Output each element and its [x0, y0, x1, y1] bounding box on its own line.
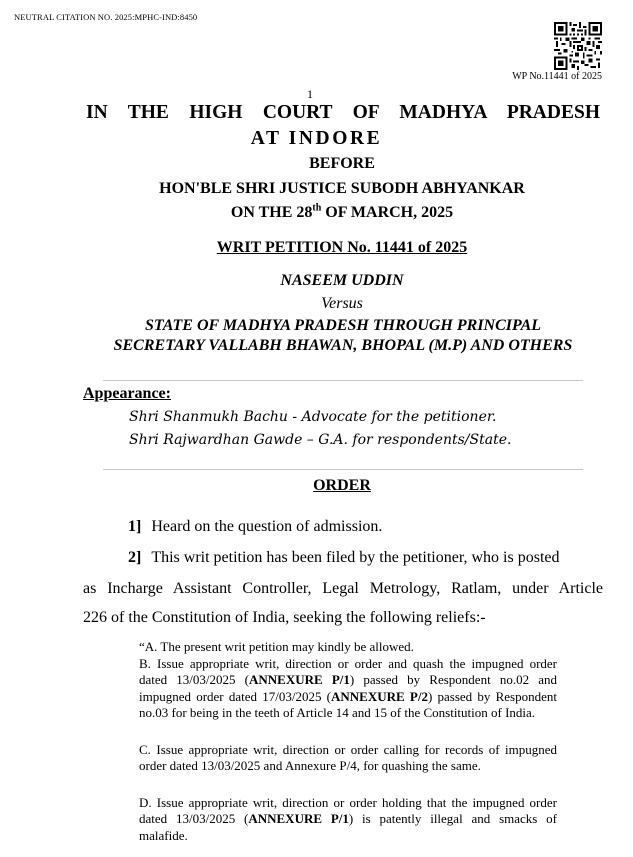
counsel-respondent: Shri Rajwardhan Gawde – G.A. for respondents/State.	[129, 432, 512, 448]
respondent-line2: SECRETARY VALLABH BHAWAN, BHOPAL (M.P) AND OTHERS	[113, 337, 573, 354]
relief-text: B. Issue appropriate writ, direction or order and quash the impugned order dated 13/03/2025 (	[139, 656, 557, 688]
appearance-heading: Appearance:	[83, 385, 171, 402]
para-number: 2]	[128, 549, 142, 566]
order-date	[0, 204, 633, 222]
qr-code-icon	[554, 22, 602, 70]
relief-text: ) is patently illegal and smacks of malafide.	[139, 811, 557, 843]
para-text: This writ petition has been filed by the petitioner, who is posted	[151, 549, 560, 566]
respondent-line1: STATE OF MADHYA PRADESH THROUGH PRINCIPAL	[144, 317, 542, 334]
annexure-ref: ANNEXURE P/1	[249, 672, 350, 688]
relief-text: ) passed by Respondent no.03 for being in the teeth of Article 14 and 15 of the Constitution of India.	[139, 688, 557, 721]
versus-label: Versus	[321, 295, 363, 312]
relief-text: ) passed by Respondent no.02 and impugned order dated 17/03/2025 (	[139, 672, 557, 704]
case-title: WRIT PETITION No. 11441 of 2025	[216, 239, 468, 256]
relief-b	[139, 656, 557, 722]
wp-reference: WP No.11441 of 2025	[512, 71, 602, 82]
paragraph-2-line-3: 226 of the Constitution of India, seeking the following reliefs:-	[83, 609, 486, 626]
divider	[103, 380, 583, 381]
court-name-line2: AT INDORE	[250, 128, 383, 149]
divider	[103, 469, 583, 470]
neutral-citation: NEUTRAL CITATION NO. 2025:MPHC-IND:8450	[14, 12, 198, 22]
justice-name: HON'BLE SHRI JUSTICE SUBODH ABHYANKAR	[159, 180, 525, 197]
relief-c: C. Issue appropriate writ, direction or order calling for records of impugned order dated 13/03/2025 and Annexure P/4, for quashing the same.	[139, 742, 557, 774]
annexure-ref: ANNEXURE P/1	[248, 811, 349, 827]
counsel-petitioner: Shri Shanmukh Bachu - Advocate for the petitioner.	[129, 409, 497, 425]
before-label: BEFORE	[309, 155, 375, 172]
para-number: 1]	[128, 518, 142, 535]
relief-d	[139, 795, 557, 844]
paragraph-2-line-2: as Incharge Assistant Controller, Legal Metrology, Ratlam, under Article	[83, 580, 603, 597]
paragraph-1	[128, 518, 382, 536]
court-name-line1: IN THE HIGH COURT OF MADHYA PRADESH	[86, 102, 600, 123]
order-heading: ORDER	[313, 477, 371, 494]
para-text: Heard on the question of admission.	[151, 518, 383, 535]
annexure-ref: ANNEXURE P/2	[331, 688, 428, 704]
relief-a: “A. The present writ petition may kindly be allowed.	[139, 639, 414, 654]
date-superscript: th	[312, 202, 322, 214]
date-prefix: ON THE 28	[230, 204, 313, 221]
paragraph-2	[128, 549, 560, 567]
petitioner-name: NASEEM UDDIN	[280, 272, 404, 289]
relief-text: D. Issue appropriate writ, direction or order holding that the impugned order dated 13/03/2025 (	[139, 795, 557, 827]
date-suffix: OF MARCH, 2025	[321, 204, 454, 221]
page-number: 1	[307, 87, 313, 101]
